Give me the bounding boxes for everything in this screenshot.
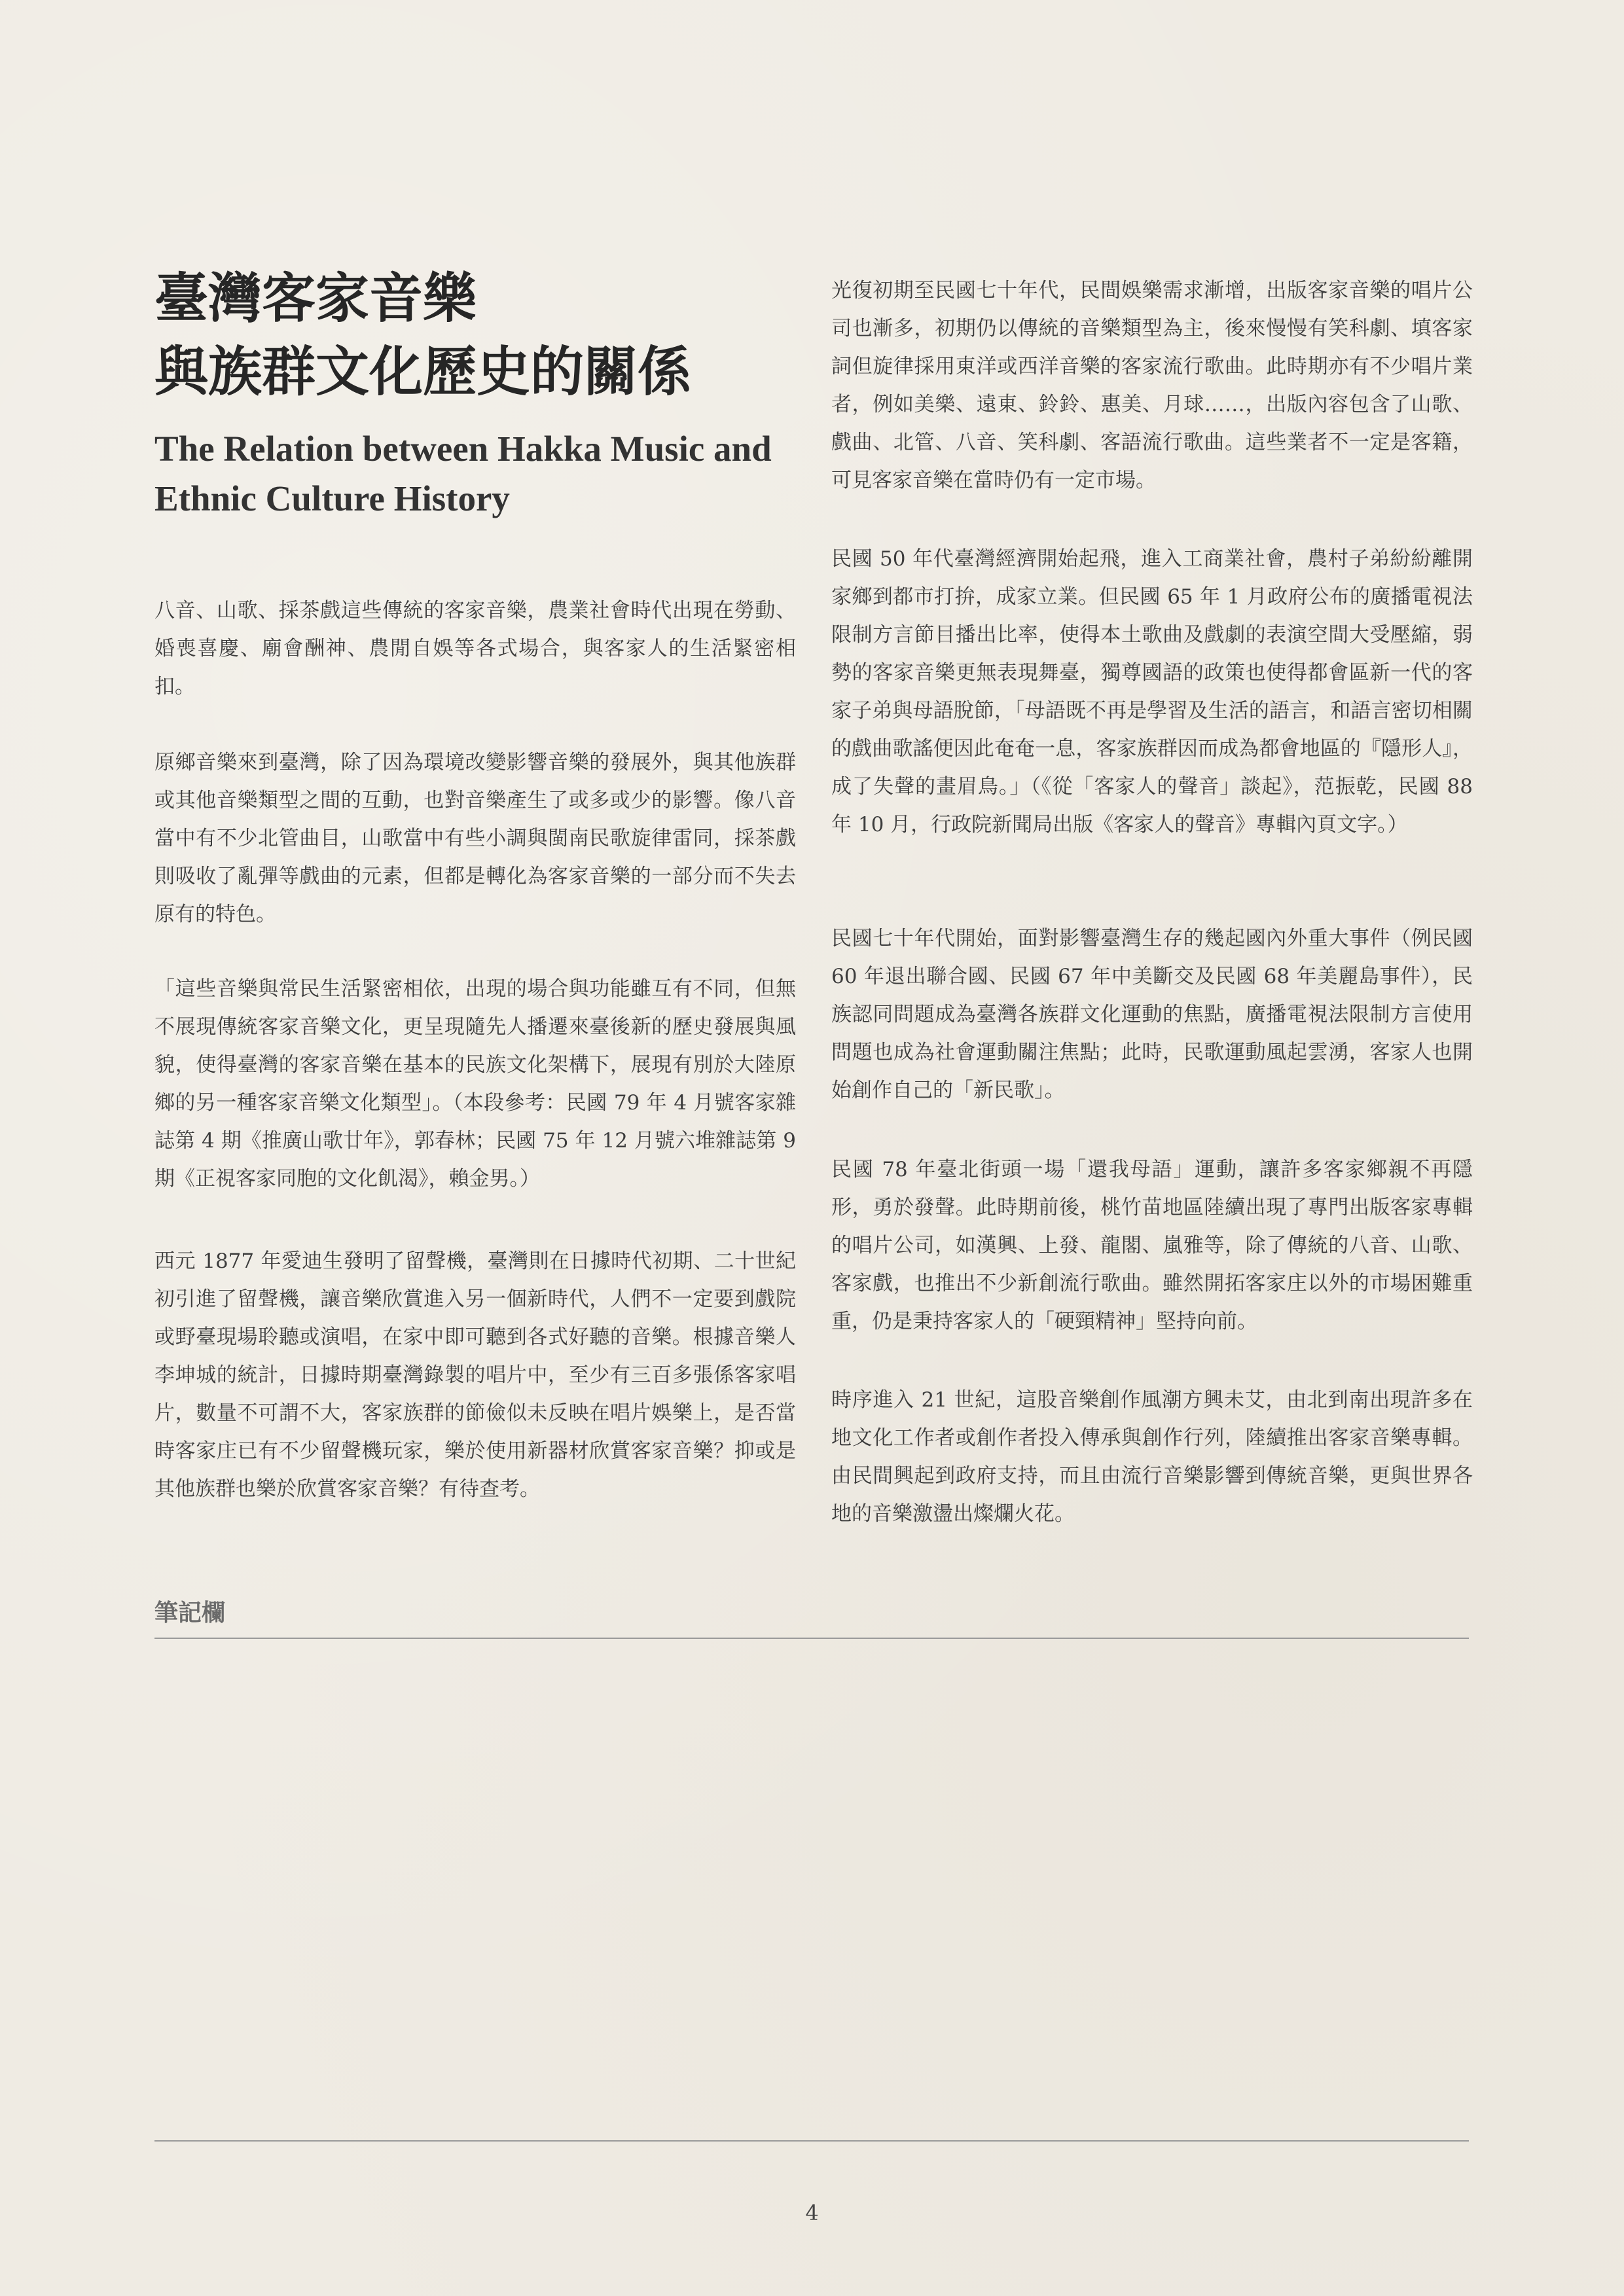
chinese-title: [154, 262, 809, 408]
notes-top-rule: [154, 1638, 1469, 1639]
right-paragraph-5: 時序進入 21 世紀，這股音樂創作風潮方興未艾，由北到南出現許多在地文化工作者或創作者投入傳承與創作行列，陸續推出客家音樂專輯。由民間興起到政府支持，而且由流行音樂影響到傳統音樂，更與世界各地的音樂激盪出燦爛火花。: [831, 1388, 1473, 1526]
notes-label: 筆記欄: [154, 1599, 226, 1626]
chinese-title-line-1: 臺灣客家音樂: [154, 267, 477, 330]
english-title-line-1: The Relation between Hakka Music and: [154, 429, 772, 469]
right-paragraph-1: 光復初期至民國七十年代，民間娛樂需求漸增，出版客家音樂的唱片公司也漸多，初期仍以傳統的音樂類型為主，後來慢慢有笑科劇、填客家詞但旋律採用東洋或西洋音樂的客家流行歌曲。此時期亦有不少唱片業者，例如美樂、遠東、鈴鈴、惠美、月球……，出版內容包含了山歌、戲曲、北管、八音、笑科劇、客語流行歌曲。這些業者不一定是客籍，可見客家音樂在當時仍有一定市場。: [831, 279, 1473, 492]
right-paragraph-3: 民國七十年代開始，面對影響臺灣生存的幾起國內外重大事件（例民國 60 年退出聯合國、民國 67 年中美斷交及民國 68 年美麗島事件），民族認同問題成為臺灣各族群文化運動的焦點，廣播電視法限制方言使用問題也成為社會運動關注焦點；此時，民歌運動風起雲湧，客家人也開始創作自己的「新民歌」。: [831, 927, 1473, 1102]
english-title-line-2: Ethnic Culture History: [154, 478, 510, 518]
page-number: 4: [805, 2200, 819, 2225]
left-paragraph-3: 「這些音樂與常民生活緊密相依，出現的場合與功能雖互有不同，但無不展現傳統客家音樂文化，更呈現隨先人播遷來臺後新的歷史發展與風貌，使得臺灣的客家音樂在基本的民族文化架構下，展現有別於大陸原鄉的另一種客家音樂文化類型」。（本段參考：民國 79 年 4 月號客家雜誌第 4 期《推廣山歌廿年》，郭春林；民國 75 年 12 月號六堆雜誌第 9 期《正視客家同胞的文化飢渴》，賴金男。）: [154, 977, 796, 1191]
left-paragraph-2: 原鄉音樂來到臺灣，除了因為環境改變影響音樂的發展外，與其他族群或其他音樂類型之間的互動，也對音樂產生了或多或少的影響。像八音當中有不少北管曲目，山歌當中有些小調與閩南民歌旋律雷同，採茶戲則吸收了亂彈等戲曲的元素，但都是轉化為客家音樂的一部分而不失去原有的特色。: [154, 751, 796, 926]
english-title: [154, 424, 809, 524]
right-paragraph-4: 民國 78 年臺北街頭一場「還我母語」運動，讓許多客家鄉親不再隱形，勇於發聲。此時期前後，桃竹苗地區陸續出現了專門出版客家專輯的唱片公司，如漢興、上發、龍閣、嵐雅等，除了傳統的八音、山歌、客家戲，也推出不少新創流行歌曲。雖然開拓客家庄以外的市場困難重重，仍是秉持客家人的「硬頸精神」堅持向前。: [831, 1158, 1473, 1333]
notes-bottom-rule: [154, 2140, 1469, 2142]
left-paragraph-4: 西元 1877 年愛迪生發明了留聲機，臺灣則在日據時代初期、二十世紀初引進了留聲機，讓音樂欣賞進入另一個新時代，人們不一定要到戲院或野臺現場聆聽或演唱，在家中即可聽到各式好聽的音樂。根據音樂人李坤城的統計，日據時期臺灣錄製的唱片中，至少有三百多張係客家唱片，數量不可謂不大，客家族群的節儉似未反映在唱片娛樂上，是否當時客家庄已有不少留聲機玩家，樂於使用新器材欣賞客家音樂？抑或是其他族群也樂於欣賞客家音樂？有待查考。: [154, 1249, 796, 1501]
right-paragraph-2: 民國 50 年代臺灣經濟開始起飛，進入工商業社會，農村子弟紛紛離開家鄉到都市打拚，成家立業。但民國 65 年 1 月政府公布的廣播電視法限制方言節目播出比率，使得本土歌曲及戲劇的表演空間大受壓縮，弱勢的客家音樂更無表現舞臺，獨尊國語的政策也使得都會區新一代的客家子弟與母語脫節，「母語既不再是學習及生活的語言，和語言密切相關的戲曲歌謠便因此奄奄一息，客家族群因而成為都會地區的『隱形人』，成了失聲的畫眉鳥。」（《從「客家人的聲音」談起》，范振乾，民國 88 年 10 月，行政院新聞局出版《客家人的聲音》專輯內頁文字。）: [831, 547, 1473, 836]
chinese-title-line-2: 與族群文化歷史的關係: [154, 340, 692, 403]
left-paragraph-1: 八音、山歌、採茶戲這些傳統的客家音樂，農業社會時代出現在勞動、婚喪喜慶、廟會酬神、農閒自娛等各式場合，與客家人的生活緊密相扣。: [154, 599, 796, 698]
